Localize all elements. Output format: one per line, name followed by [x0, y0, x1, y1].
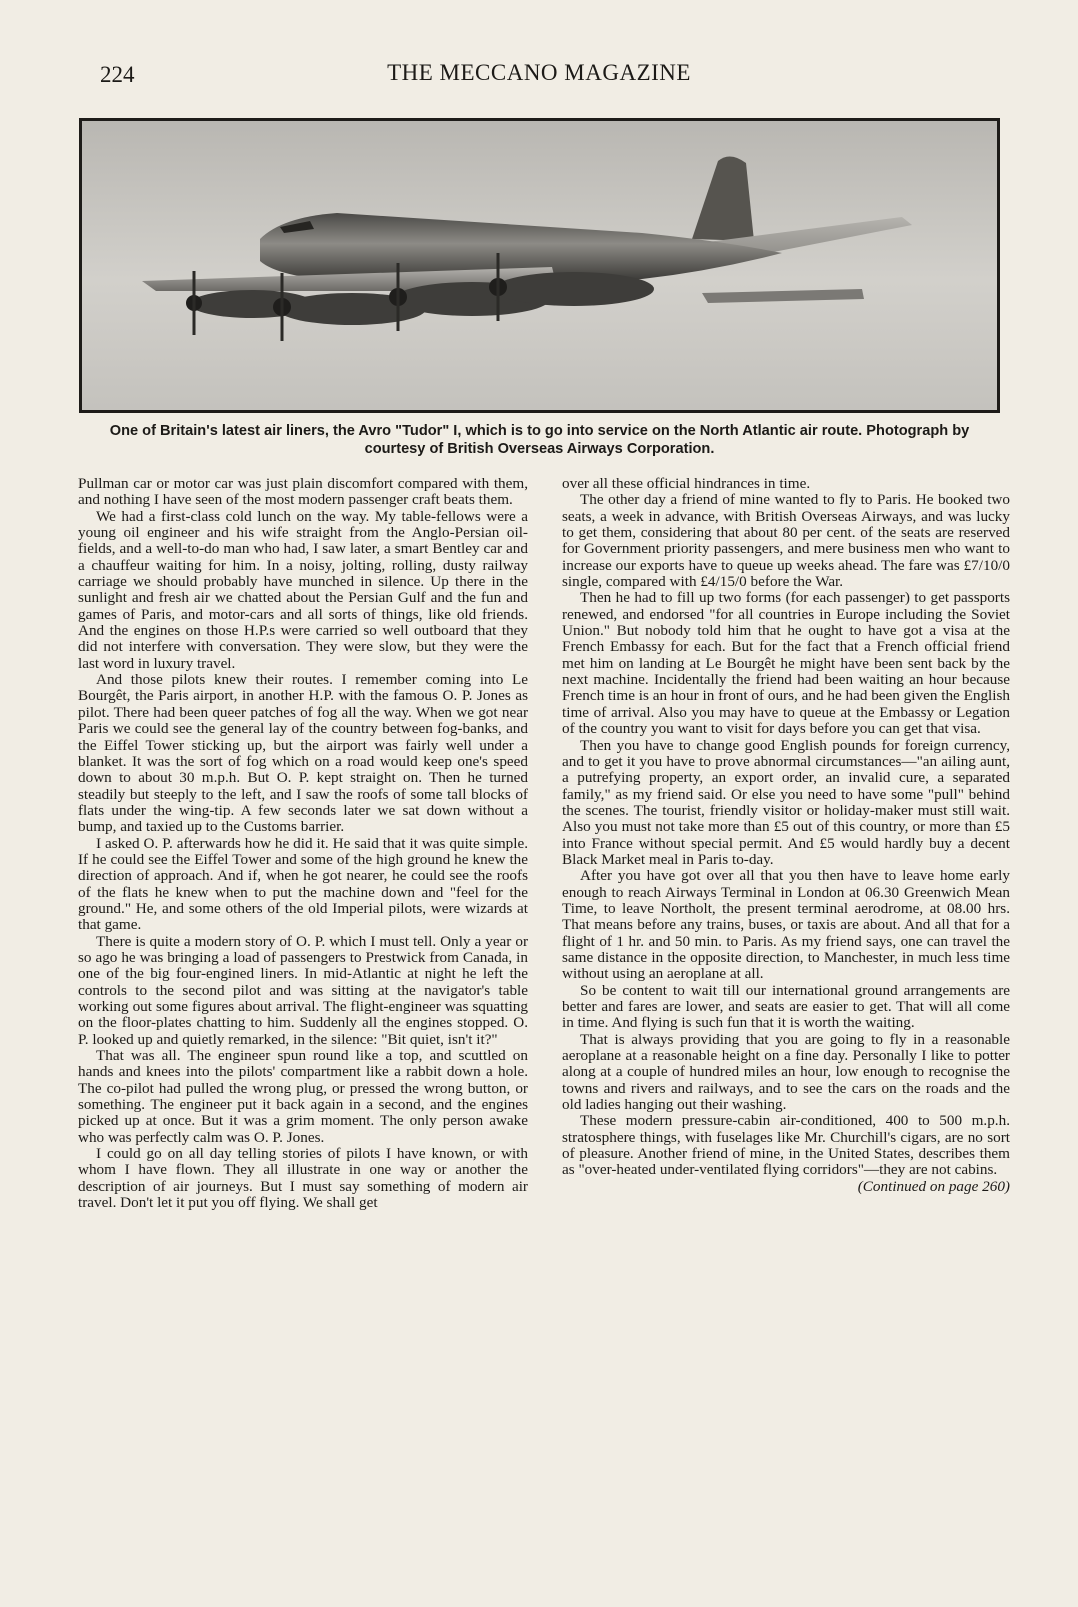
- magazine-title: THE MECCANO MAGAZINE: [387, 60, 691, 85]
- figure-caption: One of Britain's latest air liners, the Avro "Tudor" I, which is to go into service on the North Atlantic air route. Photograph by courtesy of British Overseas Airways Corporation.: [109, 423, 970, 457]
- paragraph: After you have got over all that you then have to leave home early enough to reach Airways Terminal in London at 06.30 Greenwich Mean Time, to leave Northolt, the present terminal aerodrome, at 08.00 hrs. That means before any trains, buses, or taxis are about. And all that for a flight of 1 hr. and 50 min. to Paris. As my friend says, one can travel the same distance in the opposite direction, to Manchester, in much less time without using an aeroplane at all.: [562, 867, 1010, 983]
- paragraph: So be content to wait till our international ground arrangements are better and fares are lower, and seats are easier to get. That will all come in time. And flying is such fun that it is worth the waiting.: [562, 981, 1010, 1032]
- article-column-right: [562, 476, 1010, 1195]
- paragraph: The other day a friend of mine wanted to fly to Paris. He booked two seats, a week in advance, with British Overseas Airways, and was lucky to get them, considering that about 80 per cent. of the seats are reserved for Government priority passengers, and mere business men who want to increase our exports have to queue up weeks ahead. The fare was £7/10/0 single, compared with £4/15/0 before the War.: [562, 491, 1010, 591]
- paragraph: We had a first-class cold lunch on the way. My table-fellows were a young oil engineer and his wife straight from the Anglo-Persian oil-fields, and a well-to-do man who had, I saw later, a smart Bentley car and a chauffeur waiting for him. In a noisy, jolting, rolling, dusty railway carriage we should probably have munched in silence. Up there in the sunlight and fresh air we chatted about the Persian Gulf and the fun and games of Paris, and motor-cars and all sorts of things, like old friends. And the engines on those H.P.s were carried so well outboard that they did not interfere with conversation. They were slow, but they were the last word in luxury travel.: [78, 507, 528, 672]
- paragraph: I asked O. P. afterwards how he did it. He said that it was quite simple. If he could see the Eiffel Tower and some of the high ground he knew the direction of approach. And if, when he got nearer, he could see the roofs of the flats he knew when to put the machine down and "feel for the ground." He, and some others of the old Imperial pilots, were wizards at that game.: [78, 834, 528, 934]
- page-number: 224: [100, 62, 135, 87]
- paragraph: Pullman car or motor car was just plain discomfort compared with them, and nothing I have seen of the most modern passenger craft beats them.: [78, 475, 528, 509]
- paragraph-text: These modern pressure-cabin air-conditioned, 400 to 500 m.p.h. stratosphere things, with fuselages like Mr. Churchill's cigars, are no sort of pleasure. Another friend of mine, in the United States, describes them as "over-heated under-ventilated flying corridors"—they are not cabins.: [562, 1112, 1010, 1179]
- engine-nacelle: [494, 272, 654, 306]
- paragraph: And those pilots knew their routes. I remember coming into Le Bourgêt, the Paris airport, in another H.P. with the famous O. P. Jones as pilot. There had been queer patches of fog all the way. When we got near Paris we could see the general lay of the country between fog-banks, and the Eiffel Tower sticking up, but the airport was fairly well under a blanket. It was the sort of fog which on a road would keep one's speed down to about 30 m.p.h. But O. P. kept straight on. Then he turned steadily but steeply to the left, and I saw the roofs of some tall blocks of flats under the wing-tip. A few seconds later we sat down without a bump, and taxied up to the Customs barrier.: [78, 671, 528, 836]
- paragraph: There is quite a modern story of O. P. which I must tell. Only a year or so ago he was bringing a load of passengers to Prestwick from Canada, in one of the big four-engined liners. In mid-Atlantic at night he left the controls to the second pilot and was sitting at the navigator's table working out some figures about arrival. The flight-engineer was squatting on the floor-plates chatting to him. Suddenly all the engines stopped. O. P. looked up and quietly remarked, in the silence: "Bit quiet, isn't it?": [78, 932, 528, 1048]
- article-column-left: [78, 476, 528, 1211]
- airliner-photo: [79, 118, 1000, 413]
- paragraph: Then he had to fill up two forms (for each passenger) to get passports renewed, and endorsed "for all countries in Europe including the Soviet Union." But nobody told him that he ought to have got a visa at the French Embassy for each. But for the fact that a French official friend met him on landing at Le Bourgêt he might have been sent back by the next machine. Incidentally the friend had been waiting an hour because French time is an hour in front of ours, and he had been given the English time of arrival. Also you may have to queue at the Embassy or Legation of the country you want to visit for days before you can get that visa.: [562, 589, 1010, 738]
- paragraph: [562, 1112, 1010, 1195]
- paragraph: I could go on all day telling stories of pilots I have known, or with whom I have flown. They all illustrate in one way or another the description of air journeys. But I must say something of modern air travel. Don't let it put you off flying. We shall get: [78, 1145, 528, 1212]
- paragraph: That is always providing that you are going to fly in a reasonable aeroplane at a reasonable height on a fine day. Personally I like to potter along at a couple of hundred miles an hour, low enough to recognise the towns and rivers and railways, and to see the cars on the roads and the old ladies hanging out their washing.: [562, 1030, 1010, 1114]
- continued-note: (Continued on page 260): [857, 1177, 1010, 1195]
- paragraph: That was all. The engineer spun round like a top, and scuttled on hands and knees into the pilots' compartment like a rabbit down a hole. The co-pilot had pulled the wrong plug, or pressed the wrong button, or something. The engineer put it back again in a second, and the engines picked up at once. But it was a grim moment. The only person awake who was perfectly calm was O. P. Jones.: [78, 1047, 528, 1146]
- paragraph: over all these official hindrances in time.: [562, 475, 811, 492]
- paragraph: Then you have to change good English pounds for foreign currency, and to get it you have to prove abnormal circumstances—"an ailing aunt, a putrefying property, an export order, an invalid cure, a separated family," as my friend said. Or else you need to have some "pull" behind the scenes. The tourist, friendly visitor or holiday-maker must still wait. Also you must not take more than £5 out of this country, or more than £5 into France without special permit. And £5 would hardly buy a decent Black Market meal in Paris to-day.: [562, 736, 1010, 868]
